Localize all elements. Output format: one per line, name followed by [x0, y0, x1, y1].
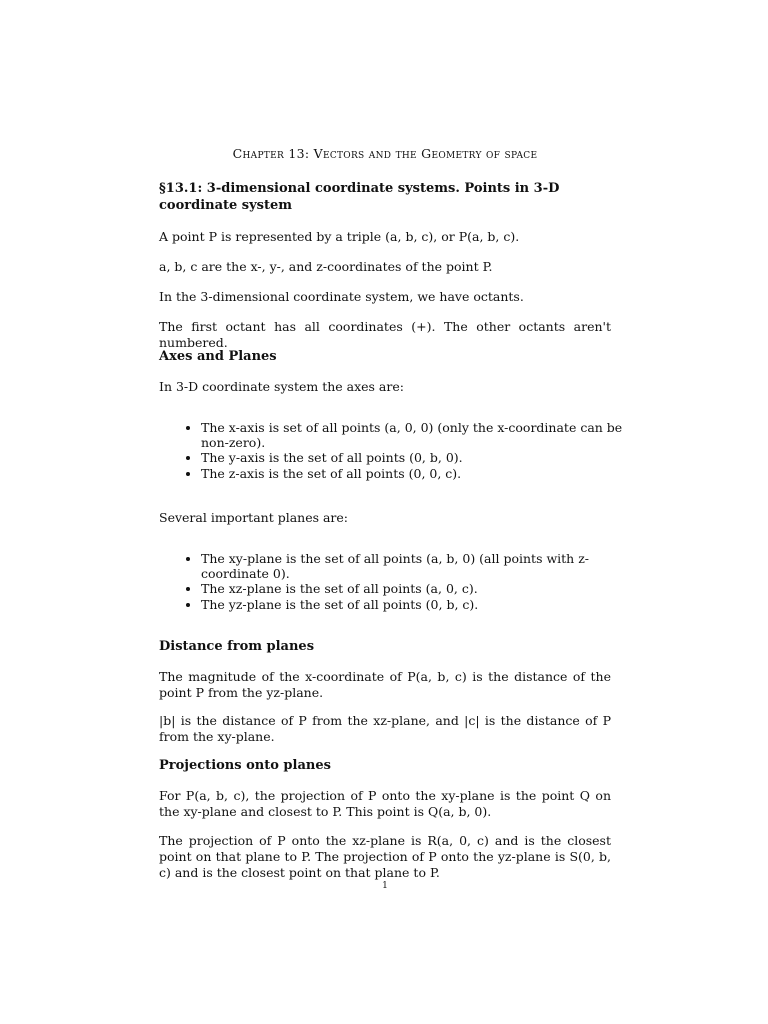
intro-paragraph-2: a, b, c are the x-, y-, and z-coordinates of the point P. [159, 259, 493, 274]
list-item: • The z-axis is the set of all points (0, 0, c). [201, 466, 628, 481]
axes-list [184, 420, 628, 481]
distance-heading: Distance from planes [159, 639, 315, 654]
distance-paragraph-1: The magnitude of the x-coordinate of P(a, b, c) is the distance of the point P from the yz-plane. [159, 669, 611, 700]
planes-intro: Several important planes are: [159, 510, 349, 525]
page-number: 1 [382, 881, 388, 891]
projection-paragraph-1: For P(a, b, c), the projection of P onto the xy-plane is the point Q on the xy-plane and closest to P. This point is Q(a, b, 0). [159, 788, 611, 819]
list-item: • The x-axis is set of all points (a, 0, 0) (only the x-coordinate can be non-zero). [201, 420, 628, 450]
projection-heading: Projections onto planes [159, 758, 331, 773]
distance-paragraph-2: |b| is the distance of P from the xz-plane, and |c| is the distance of P from the xy-plane. [159, 713, 611, 744]
list-item: • The xy-plane is the set of all points (a, b, 0) (all points with z-coordinate 0). [201, 551, 628, 581]
list-item: • The xz-plane is the set of all points (a, 0, c). [201, 581, 628, 596]
projection-paragraph-2: The projection of P onto the xz-plane is R(a, 0, c) and is the closest point on that plane to P. The projection of P onto the yz-plane is S(0, b, c) and is the closest point on that plane to P. [159, 833, 611, 880]
list-item: • The yz-plane is the set of all points (0, b, c). [201, 597, 628, 612]
axes-heading: Axes and Planes [159, 349, 277, 364]
document-page [159, 0, 623, 1024]
list-item: • The y-axis is the set of all points (0, b, 0). [201, 450, 628, 465]
intro-paragraph-1: A point P is represented by a triple (a, b, c), or P(a, b, c). [159, 229, 520, 244]
axes-intro: In 3-D coordinate system the axes are: [159, 379, 404, 394]
intro-paragraph-4: The first octant has all coordinates (+). The other octants aren't numbered. [159, 319, 611, 350]
section-title: §13.1: 3-dimensional coordinate systems. Points in 3-D coordinate system [159, 181, 560, 213]
intro-paragraph-3: In the 3-dimensional coordinate system, we have octants. [159, 289, 524, 304]
chapter-heading: Chapter 13: Vectors and the Geometry of space [232, 146, 538, 161]
planes-list [184, 551, 628, 612]
